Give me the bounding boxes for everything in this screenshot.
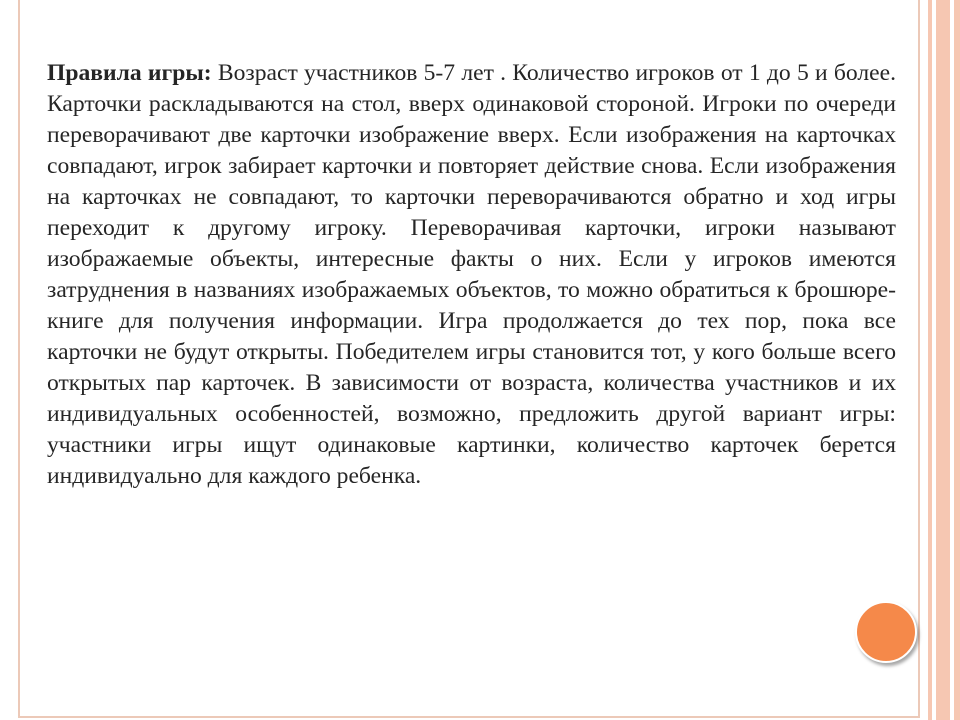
rules-title: Правила игры: (47, 60, 212, 86)
decorative-stripes (920, 0, 960, 720)
rules-paragraph (47, 58, 896, 492)
stripe-gap (920, 0, 928, 720)
rules-body: Возраст участников 5-7 лет . Количество игроков от 1 до 5 и более. Карточки раскладываются на стол, вверх одинаковой стороной. Игроки по очереди переворачивают две карточки изображение вверх. Если изображения на карточках совпадают, игрок забирает карточки и повторяет действие снова. Если изображения на карточках не совпадают, то карточки переворачиваются обратно и ход игры переходит к другому игроку. Переворачивая карточки, игроки называют изображаемые объекты, интересные факты о них. Если у игроков имеются затруднения в названиях изображаемых объектов, то можно обратиться к брошюре-книге для получения информации. Игра продолжается до тех пор, пока все карточки не будут открыты. Победителем игры становится тот, у кого больше всего открытых пар карточек. В зависимости от возраста, количества участников и их индивидуальных особенностей, возможно, предложить другой вариант игры: участники игры ищут одинаковые картинки, количество карточек берется индивидуально для каждого ребенка. (47, 60, 896, 489)
stripe-edge (954, 0, 960, 720)
stripe-wide (936, 0, 950, 720)
orange-circle-decoration (855, 601, 917, 663)
